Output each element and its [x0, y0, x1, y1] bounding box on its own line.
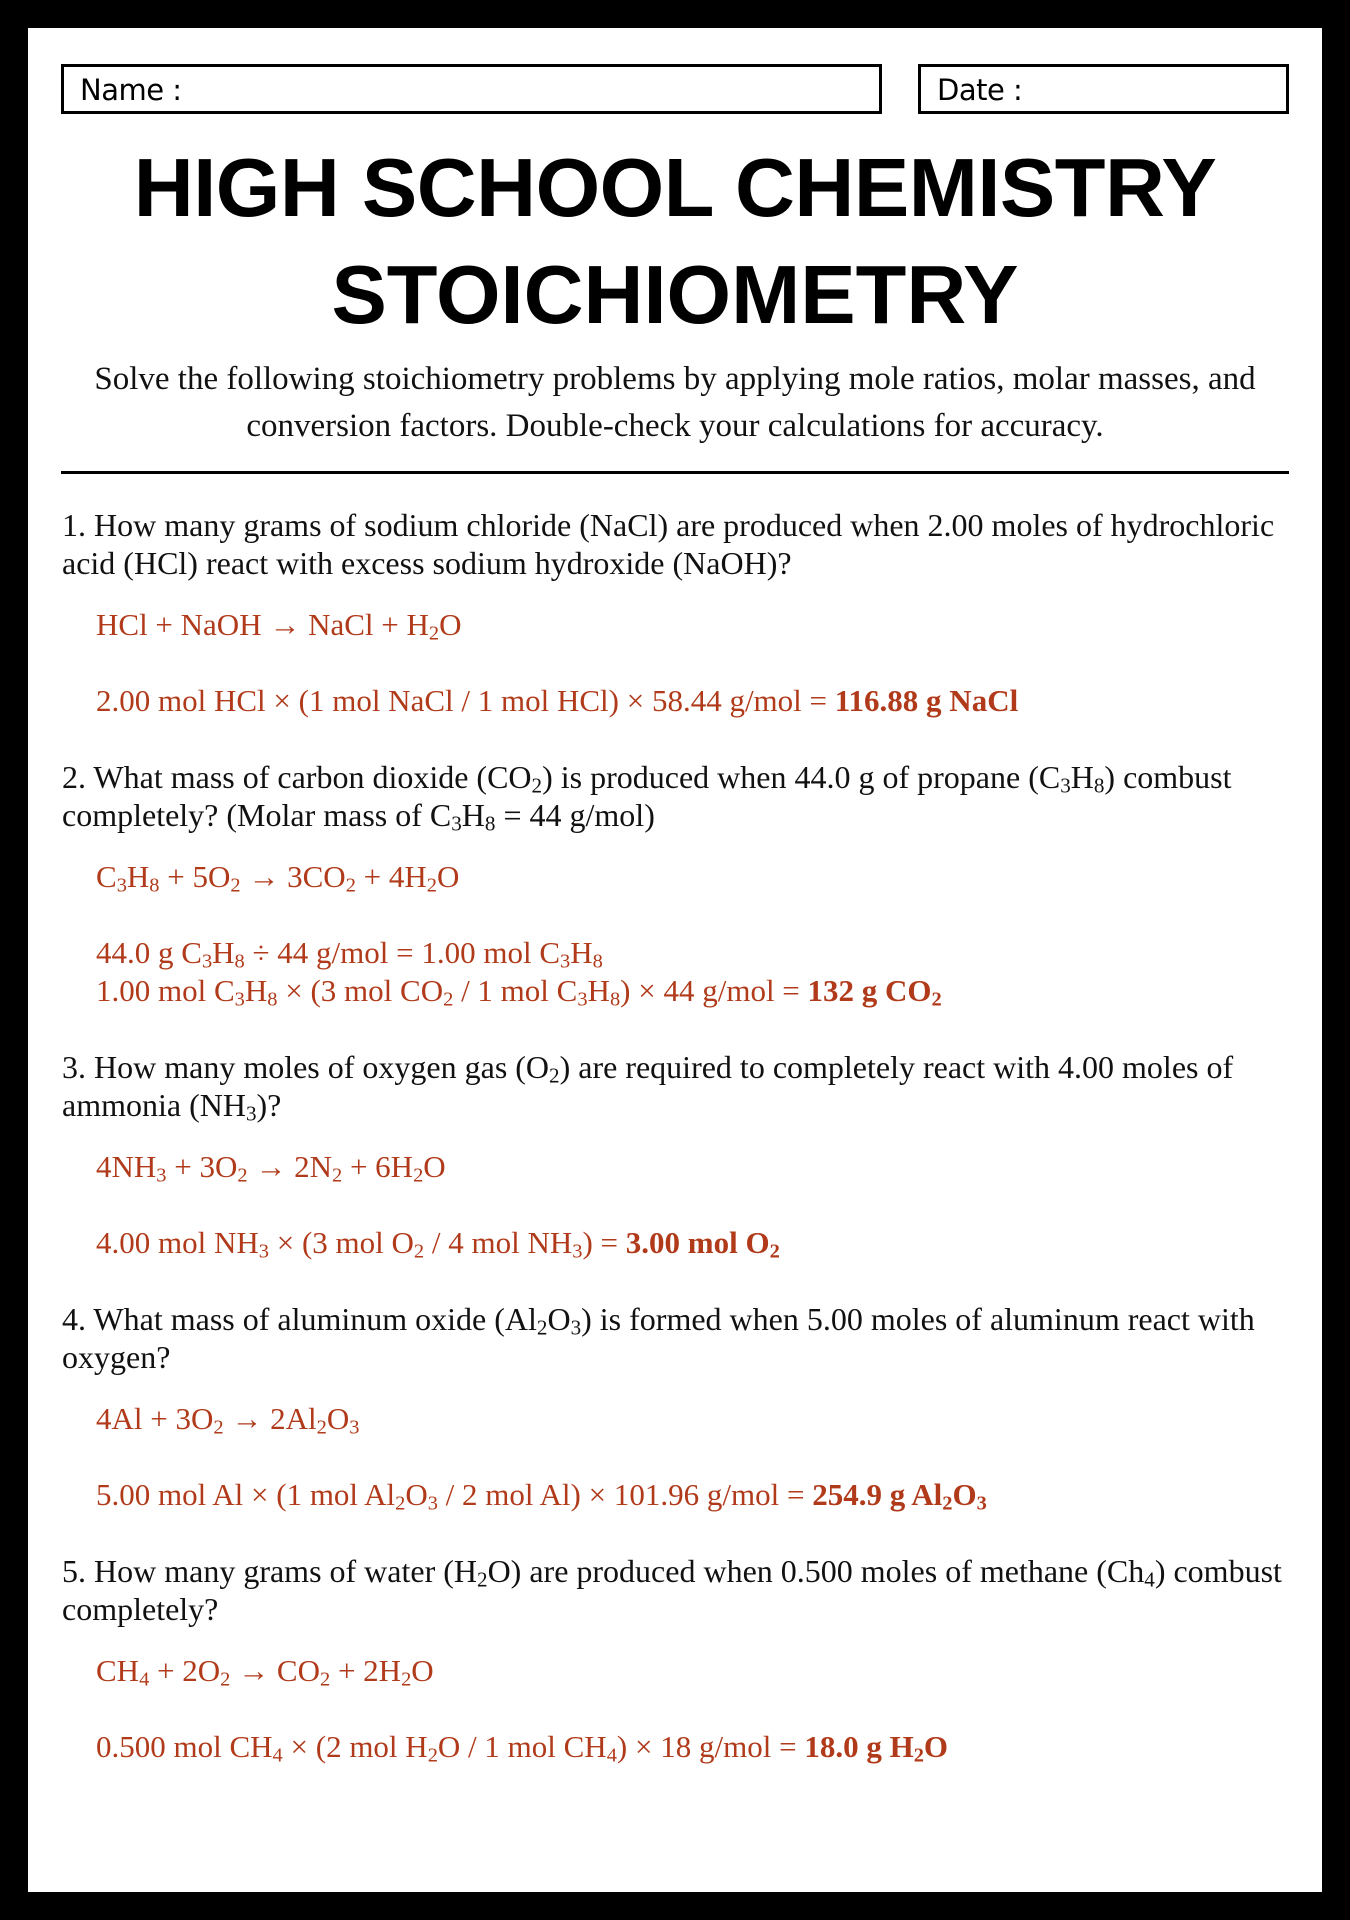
calculation-line: 4.00 mol $NH_3 \times (3$ mol $O_2 / 4$ mol $NH_3) = 3.00$ mol $O_2$	[96, 1225, 780, 1263]
balanced-equation: $4NH_3 + 3O_2 \to 2N_2 + 6H_2O$	[96, 1149, 446, 1187]
title-line-1: HIGH SCHOOL CHEMISTRY	[133, 141, 1217, 234]
instructions: Solve the following stoichiometry problems by applying mole ratios, molar masses, and conversion factors. Double-check your calculations for accuracy.	[94, 361, 1256, 444]
calculation-line: 2.00 mol HCl × (1 mol NaCl / 1 mol HCl) × 58.44 g/mol = 116.88 g NaCl	[96, 683, 1019, 718]
balanced-equation: HCl + NaOH → NaCl + $H_2O$	[96, 607, 462, 645]
title-line-2: STOICHIOMETRY	[331, 248, 1019, 341]
calculation-line: 5.00 mol Al × (1 mol $Al_2O_3 / 2$ mol Al) × 101.96 g/mol = 254.9 g $Al_2O_3$	[96, 1477, 987, 1515]
problem-question: 1. How many grams of sodium chloride (NaCl) are produced when 2.00 moles of hydrochloric acid (HCl) react with excess sodium hydroxide (NaOH)?	[62, 507, 1275, 581]
date-label: Date :	[937, 73, 1023, 107]
calculation-line: 0.500 mol $CH_4 \times (2$ mol $H_2O / 1$ mol $CH_4) \times 18$ g/mol = 18.0 g $H_2O$	[96, 1729, 949, 1767]
name-label: Name :	[80, 73, 182, 107]
name-field[interactable]	[61, 64, 882, 114]
problem-3	[62, 1048, 1302, 1262]
date-field[interactable]	[918, 64, 1289, 114]
worksheet-page	[28, 28, 1322, 1892]
problem-list	[62, 506, 1302, 1804]
problem-1	[62, 506, 1302, 720]
problem-question: 3. How many moles of oxygen gas $(O_2)$ are required to completely react with 4.00 moles of ammonia $(NH_3)$?	[62, 1049, 1234, 1126]
divider	[61, 471, 1289, 474]
problem-question: 2. What mass of carbon dioxide $(CO_2)$ is produced when 44.0 g of propane $(C_3H_8)$ combust completely? (Molar mass of $C_3H_8 = 44$ g/mol)	[62, 759, 1232, 836]
calculation-line: 44.0 g $C_3H_8 \div 44$ g/mol = 1.00 mol $C_3H_8$	[96, 935, 603, 973]
problem-2	[62, 758, 1302, 1010]
balanced-equation: $4Al + 3O_2 \to 2Al_2O_3$	[96, 1401, 360, 1439]
balanced-equation: $C_3H_8 + 5O_2 \to 3CO_2 + 4H_2O$	[96, 859, 460, 897]
problem-5	[62, 1552, 1302, 1766]
balanced-equation: $CH_4 + 2O_2 \to CO_2 + 2H_2O$	[96, 1653, 434, 1691]
problem-question: 4. What mass of aluminum oxide $(Al_2O_3)$ is formed when 5.00 moles of aluminum react with oxygen?	[62, 1301, 1255, 1375]
problem-question: 5. How many grams of water $(H_2O)$ are produced when 0.500 moles of methane $(Ch_4)$ combust completely?	[62, 1553, 1282, 1627]
calculation-line: 1.00 mol $C_3H_8 \times (3$ mol $CO_2 / 1$ mol $C_3H_8) \times 44$ g/mol = 132 g $CO_2$	[96, 973, 942, 1011]
problem-4	[62, 1300, 1302, 1514]
